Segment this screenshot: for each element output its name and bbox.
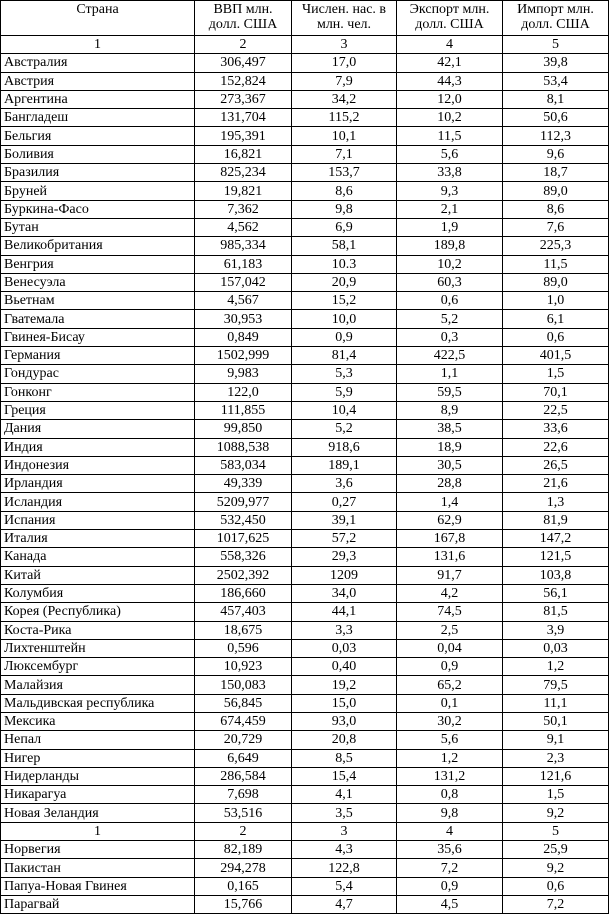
cell-import: 22,5 — [503, 401, 609, 419]
cell-population: 5,4 — [292, 877, 397, 895]
table-row — [1, 292, 609, 310]
cell-gdp: 1502,999 — [195, 347, 292, 365]
cell-export: 4,5 — [397, 895, 503, 913]
cell-gdp: 150,083 — [195, 676, 292, 694]
column-number-4: 4 — [397, 822, 503, 840]
cell-export: 30,2 — [397, 712, 503, 730]
cell-export: 18,9 — [397, 438, 503, 456]
cell-import: 1,2 — [503, 658, 609, 676]
cell-country: Бразилия — [1, 164, 195, 182]
table-row — [1, 731, 609, 749]
cell-export: 189,8 — [397, 237, 503, 255]
cell-country: Коста-Рика — [1, 621, 195, 639]
table-row — [1, 566, 609, 584]
cell-country: Венесуэла — [1, 273, 195, 291]
cell-country: Парагвай — [1, 895, 195, 913]
cell-gdp: 0,596 — [195, 639, 292, 657]
cell-import: 89,0 — [503, 273, 609, 291]
cell-country: Греция — [1, 401, 195, 419]
cell-country: Австралия — [1, 54, 195, 72]
cell-gdp: 111,855 — [195, 401, 292, 419]
cell-gdp: 99,850 — [195, 420, 292, 438]
column-number-5: 5 — [503, 36, 609, 54]
cell-import: 70,1 — [503, 383, 609, 401]
cell-gdp: 53,516 — [195, 804, 292, 822]
table-body — [1, 36, 609, 914]
cell-import: 103,8 — [503, 566, 609, 584]
cell-import: 1,5 — [503, 786, 609, 804]
cell-population: 81,4 — [292, 347, 397, 365]
table-row — [1, 895, 609, 913]
cell-gdp: 122,0 — [195, 383, 292, 401]
cell-gdp: 7,362 — [195, 200, 292, 218]
cell-population: 0,9 — [292, 328, 397, 346]
cell-import: 22,6 — [503, 438, 609, 456]
table-row — [1, 401, 609, 419]
cell-population: 7,1 — [292, 145, 397, 163]
table-row — [1, 584, 609, 602]
cell-country: Индонезия — [1, 456, 195, 474]
cell-country: Германия — [1, 347, 195, 365]
table-row — [1, 438, 609, 456]
cell-import: 1,0 — [503, 292, 609, 310]
cell-export: 91,7 — [397, 566, 503, 584]
table-row — [1, 218, 609, 236]
cell-export: 0,04 — [397, 639, 503, 657]
cell-import: 56,1 — [503, 584, 609, 602]
cell-country: Нидерланды — [1, 767, 195, 785]
cell-import: 1,3 — [503, 493, 609, 511]
cell-gdp: 558,326 — [195, 548, 292, 566]
cell-country: Люксембург — [1, 658, 195, 676]
cell-import: 225,3 — [503, 237, 609, 255]
cell-import: 1,5 — [503, 365, 609, 383]
cell-gdp: 306,497 — [195, 54, 292, 72]
cell-gdp: 49,339 — [195, 475, 292, 493]
cell-gdp: 195,391 — [195, 127, 292, 145]
cell-gdp: 82,189 — [195, 841, 292, 859]
cell-population: 4,3 — [292, 841, 397, 859]
table-row — [1, 767, 609, 785]
cell-country: Лихтенштейн — [1, 639, 195, 657]
cell-gdp: 9,983 — [195, 365, 292, 383]
table-row — [1, 328, 609, 346]
cell-population: 19,2 — [292, 676, 397, 694]
cell-country: Пакистан — [1, 859, 195, 877]
cell-export: 9,3 — [397, 182, 503, 200]
table-row — [1, 54, 609, 72]
cell-import: 121,6 — [503, 767, 609, 785]
cell-gdp: 15,766 — [195, 895, 292, 913]
cell-population: 8,5 — [292, 749, 397, 767]
cell-country: Буркина-Фасо — [1, 200, 195, 218]
cell-export: 0,9 — [397, 877, 503, 895]
cell-country: Ирландия — [1, 475, 195, 493]
cell-export: 1,1 — [397, 365, 503, 383]
table-row — [1, 383, 609, 401]
cell-gdp: 30,953 — [195, 310, 292, 328]
cell-country: Бангладеш — [1, 109, 195, 127]
table-row — [1, 456, 609, 474]
cell-export: 4,2 — [397, 584, 503, 602]
cell-gdp: 10,923 — [195, 658, 292, 676]
cell-population: 4,7 — [292, 895, 397, 913]
cell-export: 62,9 — [397, 511, 503, 529]
table-row — [1, 694, 609, 712]
cell-population: 189,1 — [292, 456, 397, 474]
cell-import: 112,3 — [503, 127, 609, 145]
cell-country: Нигер — [1, 749, 195, 767]
cell-gdp: 825,234 — [195, 164, 292, 182]
cell-gdp: 186,660 — [195, 584, 292, 602]
cell-population: 0,40 — [292, 658, 397, 676]
cell-country: Боливия — [1, 145, 195, 163]
cell-export: 35,6 — [397, 841, 503, 859]
cell-population: 34,0 — [292, 584, 397, 602]
header-population: Числен. нас. в млн. чел. — [292, 1, 397, 36]
cell-population: 17,0 — [292, 54, 397, 72]
cell-export: 2,5 — [397, 621, 503, 639]
cell-gdp: 18,675 — [195, 621, 292, 639]
cell-gdp: 532,450 — [195, 511, 292, 529]
table-row — [1, 877, 609, 895]
column-number-3: 3 — [292, 822, 397, 840]
cell-country: Дания — [1, 420, 195, 438]
cell-export: 10,2 — [397, 255, 503, 273]
cell-country: Гвинея-Бисау — [1, 328, 195, 346]
column-number-5: 5 — [503, 822, 609, 840]
cell-export: 30,5 — [397, 456, 503, 474]
cell-gdp: 20,729 — [195, 731, 292, 749]
cell-country: Колумбия — [1, 584, 195, 602]
table-row — [1, 712, 609, 730]
cell-export: 5,6 — [397, 145, 503, 163]
header-row — [1, 1, 609, 36]
cell-country: Норвегия — [1, 841, 195, 859]
cell-export: 0,3 — [397, 328, 503, 346]
cell-export: 28,8 — [397, 475, 503, 493]
cell-export: 9,8 — [397, 804, 503, 822]
cell-gdp: 4,562 — [195, 218, 292, 236]
cell-export: 131,2 — [397, 767, 503, 785]
table-row — [1, 72, 609, 90]
cell-import: 0,6 — [503, 328, 609, 346]
table-header — [1, 1, 609, 36]
cell-export: 5,6 — [397, 731, 503, 749]
cell-gdp: 1088,538 — [195, 438, 292, 456]
cell-export: 0,9 — [397, 658, 503, 676]
cell-export: 33,8 — [397, 164, 503, 182]
cell-population: 39,1 — [292, 511, 397, 529]
cell-population: 6,9 — [292, 218, 397, 236]
cell-country: Италия — [1, 530, 195, 548]
cell-gdp: 6,649 — [195, 749, 292, 767]
cell-export: 59,5 — [397, 383, 503, 401]
cell-country: Исландия — [1, 493, 195, 511]
column-number-2: 2 — [195, 36, 292, 54]
cell-country: Бутан — [1, 218, 195, 236]
cell-country: Венгрия — [1, 255, 195, 273]
cell-country: Гватемала — [1, 310, 195, 328]
cell-import: 81,5 — [503, 603, 609, 621]
cell-population: 153,7 — [292, 164, 397, 182]
cell-country: Новая Зеландия — [1, 804, 195, 822]
cell-export: 1,4 — [397, 493, 503, 511]
cell-export: 167,8 — [397, 530, 503, 548]
table-row — [1, 164, 609, 182]
table-row — [1, 841, 609, 859]
cell-import: 18,7 — [503, 164, 609, 182]
cell-import: 9,1 — [503, 731, 609, 749]
table-row — [1, 676, 609, 694]
table-row — [1, 548, 609, 566]
cell-import: 50,6 — [503, 109, 609, 127]
cell-gdp: 61,183 — [195, 255, 292, 273]
cell-population: 0,27 — [292, 493, 397, 511]
cell-import: 33,6 — [503, 420, 609, 438]
cell-export: 422,5 — [397, 347, 503, 365]
cell-population: 20,9 — [292, 273, 397, 291]
cell-gdp: 273,367 — [195, 90, 292, 108]
table-row — [1, 200, 609, 218]
cell-import: 7,6 — [503, 218, 609, 236]
cell-population: 29,3 — [292, 548, 397, 566]
cell-import: 401,5 — [503, 347, 609, 365]
cell-population: 10,1 — [292, 127, 397, 145]
cell-import: 0,6 — [503, 877, 609, 895]
cell-population: 15,2 — [292, 292, 397, 310]
cell-import: 9,2 — [503, 804, 609, 822]
table-row — [1, 493, 609, 511]
cell-population: 10.3 — [292, 255, 397, 273]
cell-import: 147,2 — [503, 530, 609, 548]
table-row — [1, 475, 609, 493]
table-row — [1, 603, 609, 621]
cell-export: 12,0 — [397, 90, 503, 108]
cell-country: Никарагуа — [1, 786, 195, 804]
cell-population: 58,1 — [292, 237, 397, 255]
cell-population: 15,4 — [292, 767, 397, 785]
column-number-1: 1 — [1, 36, 195, 54]
cell-population: 4,1 — [292, 786, 397, 804]
table-row — [1, 658, 609, 676]
cell-gdp: 985,334 — [195, 237, 292, 255]
cell-gdp: 16,821 — [195, 145, 292, 163]
cell-import: 0,03 — [503, 639, 609, 657]
cell-import: 89,0 — [503, 182, 609, 200]
cell-population: 918,6 — [292, 438, 397, 456]
column-number-row — [1, 36, 609, 54]
cell-gdp: 5209,977 — [195, 493, 292, 511]
cell-import: 21,6 — [503, 475, 609, 493]
cell-country: Малайзия — [1, 676, 195, 694]
cell-population: 8,6 — [292, 182, 397, 200]
column-number-3: 3 — [292, 36, 397, 54]
cell-population: 5,2 — [292, 420, 397, 438]
cell-gdp: 583,034 — [195, 456, 292, 474]
cell-population: 5,3 — [292, 365, 397, 383]
cell-gdp: 674,459 — [195, 712, 292, 730]
cell-import: 121,5 — [503, 548, 609, 566]
cell-export: 5,2 — [397, 310, 503, 328]
cell-population: 10,0 — [292, 310, 397, 328]
cell-import: 81,9 — [503, 511, 609, 529]
table-row — [1, 310, 609, 328]
cell-country: Папуа-Новая Гвинея — [1, 877, 195, 895]
cell-country: Испания — [1, 511, 195, 529]
cell-country: Непал — [1, 731, 195, 749]
cell-export: 0,6 — [397, 292, 503, 310]
table-row — [1, 109, 609, 127]
cell-export: 1,9 — [397, 218, 503, 236]
cell-import: 3,9 — [503, 621, 609, 639]
cell-export: 8,9 — [397, 401, 503, 419]
cell-country: Гонконг — [1, 383, 195, 401]
header-export: Экспорт млн. долл. США — [397, 1, 503, 36]
cell-import: 79,5 — [503, 676, 609, 694]
table-row — [1, 639, 609, 657]
cell-export: 1,2 — [397, 749, 503, 767]
cell-import: 25,9 — [503, 841, 609, 859]
cell-import: 8,1 — [503, 90, 609, 108]
cell-import: 9,2 — [503, 859, 609, 877]
cell-country: Великобритания — [1, 237, 195, 255]
table-row — [1, 365, 609, 383]
cell-import: 11,1 — [503, 694, 609, 712]
cell-population: 10,4 — [292, 401, 397, 419]
cell-gdp: 19,821 — [195, 182, 292, 200]
cell-gdp: 152,824 — [195, 72, 292, 90]
cell-country: Австрия — [1, 72, 195, 90]
cell-population: 34,2 — [292, 90, 397, 108]
cell-country: Вьетнам — [1, 292, 195, 310]
cell-import: 7,2 — [503, 895, 609, 913]
cell-country: Бруней — [1, 182, 195, 200]
cell-export: 131,6 — [397, 548, 503, 566]
cell-import: 26,5 — [503, 456, 609, 474]
cell-export: 0,1 — [397, 694, 503, 712]
table-row — [1, 530, 609, 548]
cell-export: 65,2 — [397, 676, 503, 694]
cell-population: 122,8 — [292, 859, 397, 877]
cell-population: 3,5 — [292, 804, 397, 822]
cell-population: 7,9 — [292, 72, 397, 90]
table-row — [1, 511, 609, 529]
cell-gdp: 4,567 — [195, 292, 292, 310]
cell-gdp: 286,584 — [195, 767, 292, 785]
cell-gdp: 0,849 — [195, 328, 292, 346]
cell-population: 57,2 — [292, 530, 397, 548]
cell-export: 11,5 — [397, 127, 503, 145]
cell-population: 5,9 — [292, 383, 397, 401]
cell-export: 10,2 — [397, 109, 503, 127]
cell-population: 20,8 — [292, 731, 397, 749]
cell-export: 7,2 — [397, 859, 503, 877]
cell-import: 6,1 — [503, 310, 609, 328]
cell-country: Канада — [1, 548, 195, 566]
cell-country: Гондурас — [1, 365, 195, 383]
table-row — [1, 347, 609, 365]
cell-gdp: 2502,392 — [195, 566, 292, 584]
table-row — [1, 420, 609, 438]
cell-export: 60,3 — [397, 273, 503, 291]
cell-population: 1209 — [292, 566, 397, 584]
cell-population: 15,0 — [292, 694, 397, 712]
cell-country: Аргентина — [1, 90, 195, 108]
cell-import: 53,4 — [503, 72, 609, 90]
cell-population: 0,03 — [292, 639, 397, 657]
cell-import: 39,8 — [503, 54, 609, 72]
cell-import: 9,6 — [503, 145, 609, 163]
cell-gdp: 157,042 — [195, 273, 292, 291]
cell-export: 44,3 — [397, 72, 503, 90]
cell-population: 115,2 — [292, 109, 397, 127]
table-row — [1, 859, 609, 877]
cell-country: Мальдивская республика — [1, 694, 195, 712]
cell-population: 44,1 — [292, 603, 397, 621]
cell-country: Мексика — [1, 712, 195, 730]
cell-country: Индия — [1, 438, 195, 456]
cell-export: 2,1 — [397, 200, 503, 218]
cell-gdp: 131,704 — [195, 109, 292, 127]
column-number-1: 1 — [1, 822, 195, 840]
cell-gdp: 294,278 — [195, 859, 292, 877]
cell-population: 9,8 — [292, 200, 397, 218]
cell-import: 11,5 — [503, 255, 609, 273]
cell-export: 38,5 — [397, 420, 503, 438]
column-number-2: 2 — [195, 822, 292, 840]
table-row — [1, 255, 609, 273]
header-import: Импорт млн. долл. США — [503, 1, 609, 36]
table-row — [1, 804, 609, 822]
table-row — [1, 621, 609, 639]
table-row — [1, 182, 609, 200]
cell-population: 3,6 — [292, 475, 397, 493]
cell-population: 93,0 — [292, 712, 397, 730]
cell-gdp: 7,698 — [195, 786, 292, 804]
table-row — [1, 786, 609, 804]
column-number-4: 4 — [397, 36, 503, 54]
table-row — [1, 90, 609, 108]
cell-import: 50,1 — [503, 712, 609, 730]
cell-export: 42,1 — [397, 54, 503, 72]
column-number-row-repeat — [1, 822, 609, 840]
header-country: Страна — [1, 1, 195, 36]
cell-country: Китай — [1, 566, 195, 584]
cell-country: Корея (Республика) — [1, 603, 195, 621]
cell-gdp: 457,403 — [195, 603, 292, 621]
cell-gdp: 1017,625 — [195, 530, 292, 548]
cell-gdp: 56,845 — [195, 694, 292, 712]
header-gdp: ВВП млн. долл. США — [195, 1, 292, 36]
table-row — [1, 237, 609, 255]
cell-export: 0,8 — [397, 786, 503, 804]
table-row — [1, 273, 609, 291]
cell-import: 8,6 — [503, 200, 609, 218]
cell-export: 74,5 — [397, 603, 503, 621]
table-row — [1, 145, 609, 163]
cell-import: 2,3 — [503, 749, 609, 767]
cell-population: 3,3 — [292, 621, 397, 639]
table-row — [1, 127, 609, 145]
cell-country: Бельгия — [1, 127, 195, 145]
table-row — [1, 749, 609, 767]
cell-gdp: 0,165 — [195, 877, 292, 895]
